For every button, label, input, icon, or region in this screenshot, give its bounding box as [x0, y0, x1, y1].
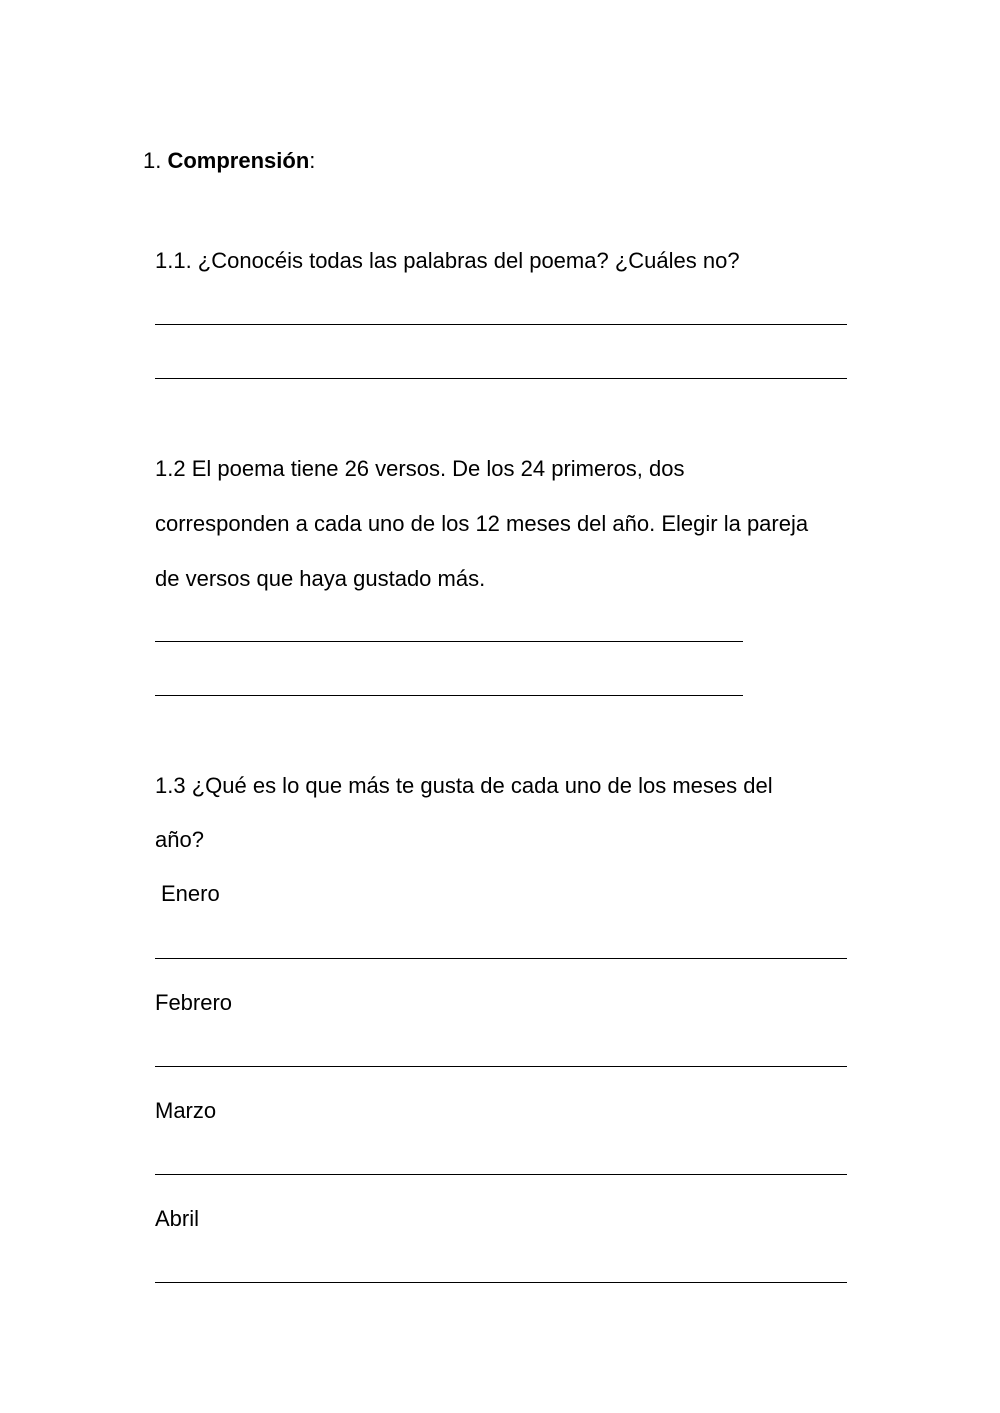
- answer-line-abril[interactable]: [155, 1282, 847, 1283]
- answer-line-1-2-b[interactable]: [155, 695, 743, 696]
- answer-line-febrero[interactable]: [155, 1066, 847, 1067]
- section-heading: [143, 148, 315, 174]
- section-number: 1.: [143, 148, 162, 173]
- question-1-3-line-1: 1.3 ¿Qué es lo que más te gusta de cada uno de los meses del: [155, 773, 773, 798]
- answer-line-1-2-a[interactable]: [155, 641, 743, 642]
- section-colon: :: [309, 148, 316, 173]
- question-1-1: 1.1. ¿Conocéis todas las palabras del poema? ¿Cuáles no?: [155, 248, 740, 273]
- month-label-febrero: Febrero: [155, 990, 233, 1015]
- month-label-enero: Enero: [161, 881, 220, 906]
- answer-line-1-1-b[interactable]: [155, 378, 847, 379]
- answer-line-marzo[interactable]: [155, 1174, 847, 1175]
- question-1-3-line-2: año?: [155, 827, 204, 852]
- section-title: Comprensión: [167, 148, 310, 173]
- month-label-abril: Abril: [155, 1206, 200, 1231]
- answer-line-1-1-a[interactable]: [155, 324, 847, 325]
- month-label-marzo: Marzo: [155, 1098, 217, 1123]
- answer-line-enero[interactable]: [155, 958, 847, 959]
- question-1-2-line-1: 1.2 El poema tiene 26 versos. De los 24 primeros, dos: [155, 456, 685, 481]
- question-1-2-line-3: de versos que haya gustado más.: [155, 566, 486, 591]
- question-1-2-line-2: corresponden a cada uno de los 12 meses del año. Elegir la pareja: [155, 511, 809, 536]
